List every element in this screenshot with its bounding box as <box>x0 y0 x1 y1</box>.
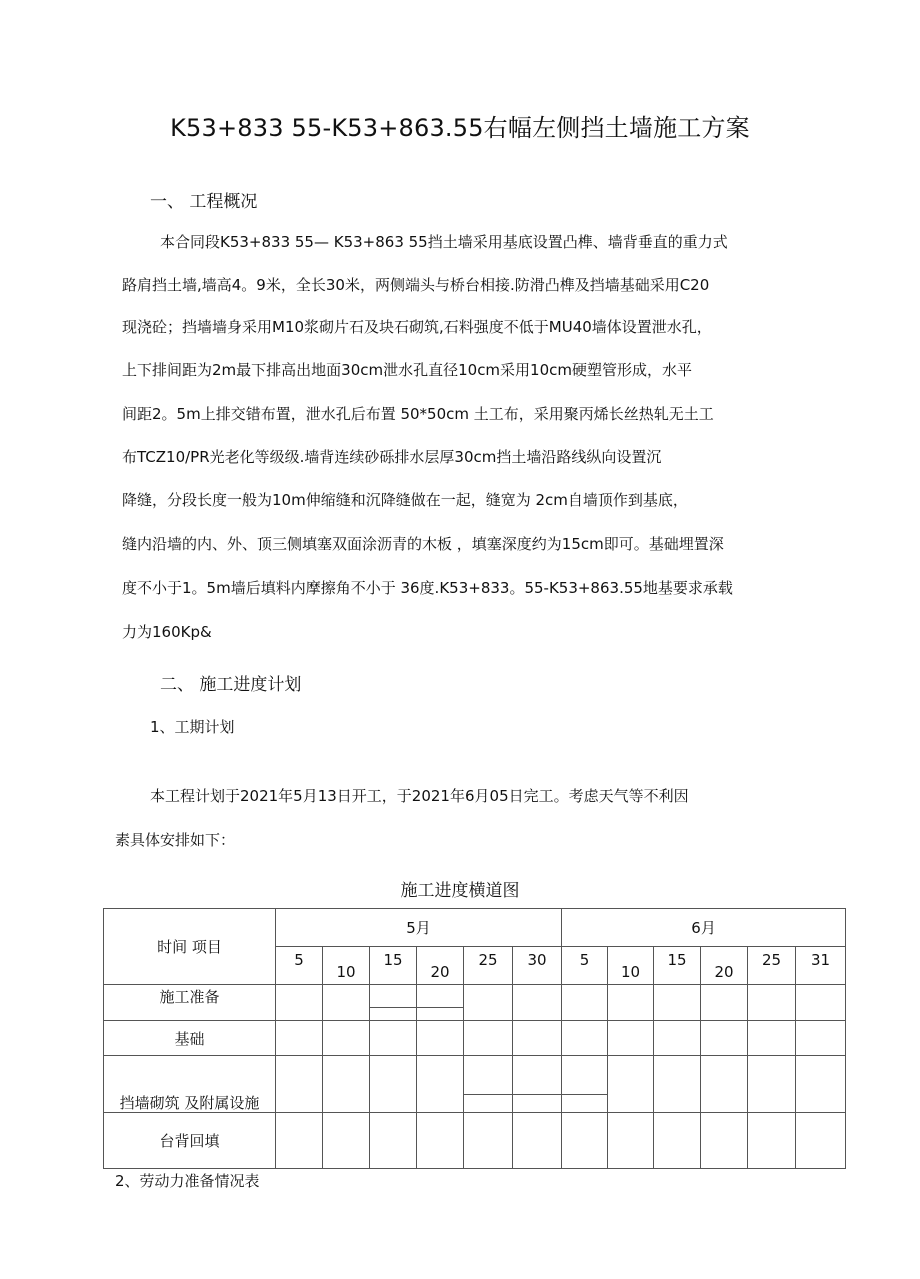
day-header: 10 <box>323 947 370 985</box>
paragraph-line: 布TCZ10/PR光老化等级级.墙背连续砂砾排水层厚30cm挡土墙沿路线纵向设置沉 <box>122 448 662 466</box>
page-title: K53+833 55-K53+863.55右幅左侧挡土墙施工方案 <box>170 114 750 142</box>
day-header: 5 <box>562 947 608 985</box>
row-label: 基础 <box>104 1021 276 1056</box>
paragraph-line: 路肩挡土墙,墙高4。9米，全长30米，两侧端头与桥台相接.防滑凸榫及挡墙基础采用C20 <box>122 276 710 294</box>
gantt-bar <box>417 985 464 1021</box>
day-header: 10 <box>608 947 654 985</box>
day-header: 25 <box>464 947 513 985</box>
paragraph-line: 上下排间距为2m最下排高出地面30cm泄水孔直径10cm采用10cm硬塑管形成，水平 <box>122 361 692 379</box>
gantt-table <box>103 908 846 1169</box>
day-header: 31 <box>796 947 846 985</box>
gantt-bar <box>513 1056 562 1113</box>
paragraph-line: 度不小于1。5m墙后填料内摩擦角不小于 36度.K53+833。55-K53+863.55地基要求承载 <box>122 579 733 597</box>
chart-title: 施工进度横道图 <box>400 881 520 901</box>
section2-heading: 二、 施工进度计划 <box>160 675 302 695</box>
subheading-labor: 2、劳动力准备情况表 <box>115 1172 260 1190</box>
subheading-schedule: 1、工期计划 <box>150 718 235 736</box>
day-header: 20 <box>701 947 748 985</box>
paragraph-line: 力为160Kp& <box>122 623 212 641</box>
day-header: 20 <box>417 947 464 985</box>
month-header: 6月 <box>562 909 846 947</box>
day-header: 15 <box>370 947 417 985</box>
section1-heading: 一、 工程概况 <box>150 192 258 212</box>
month-header: 5月 <box>276 909 562 947</box>
day-header: 5 <box>276 947 323 985</box>
row-label: 挡墙砌筑 及附属设施 <box>104 1056 276 1113</box>
paragraph-line: 本工程计划于2021年5月13日开工，于2021年6月05日完工。考虑天气等不利因 <box>150 787 689 805</box>
paragraph-line: 素具体安排如下： <box>115 831 236 849</box>
day-header: 25 <box>748 947 796 985</box>
row-label: 施工准备 <box>104 985 276 1021</box>
header-cell: 时间 项目 <box>104 909 276 985</box>
paragraph-line: 现浇砼；挡墙墙身采用M10浆砌片石及块石砌筑,石料强度不低于MU40墙体设置泄水孔， <box>122 318 712 336</box>
gantt-bar <box>562 1056 608 1113</box>
row-label: 台背回填 <box>104 1113 276 1169</box>
paragraph-line: 降缝，分段长度一般为10m伸缩缝和沉降缝做在一起，缝宽为 2cm自墙顶作到基底， <box>122 491 688 509</box>
gantt-bar <box>370 985 417 1021</box>
day-header: 30 <box>513 947 562 985</box>
day-header: 15 <box>654 947 701 985</box>
paragraph-line: 间距2。5m上排交错布置，泄水孔后布置 50*50cm 土工布，采用聚丙烯长丝热轧无土工 <box>122 405 714 423</box>
paragraph-line: 本合同段K53+833 55— K53+863 55挡土墙采用基底设置凸榫、墙背垂直的重力式 <box>160 233 728 251</box>
paragraph-line: 缝内沿墙的内、外、顶三侧填塞双面涂沥青的木板 ，填塞深度约为15cm即可。基础埋置深 <box>122 535 724 553</box>
gantt-bar <box>464 1056 513 1113</box>
